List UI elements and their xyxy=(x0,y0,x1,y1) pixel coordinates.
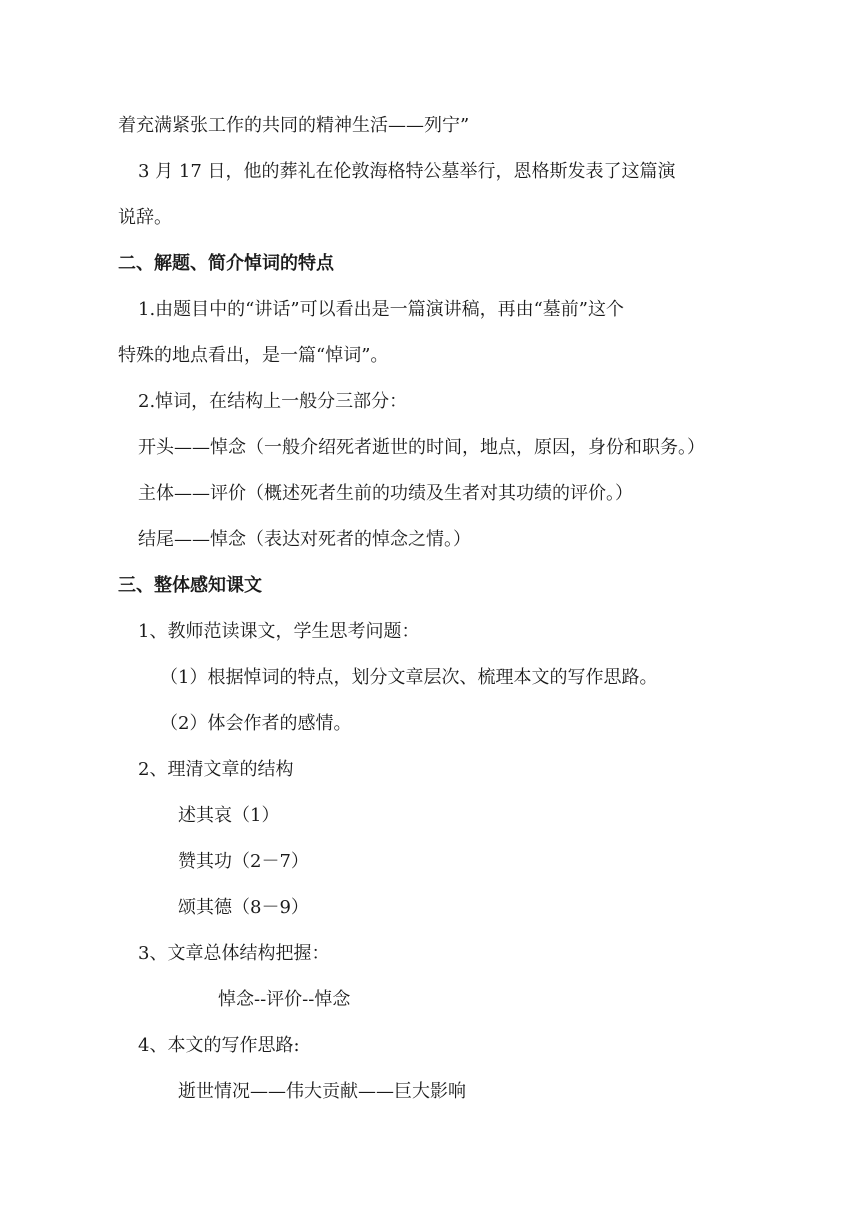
text-line: （1）根据悼词的特点，划分文章层次、梳理本文的写作思路。 xyxy=(160,667,658,688)
text-line: 主体——评价（概述死者生前的功绩及生者对其功绩的评价。） xyxy=(138,483,633,504)
text-line: 颂其德（8－9） xyxy=(178,897,309,918)
text-line: 说辞。 xyxy=(118,207,172,228)
section-heading: 二、解题、简介悼词的特点 xyxy=(118,253,334,274)
text-line: 悼念--评价--悼念 xyxy=(218,989,351,1010)
text-line: 结尾——悼念（表达对死者的悼念之情。） xyxy=(138,529,471,550)
text-line: 逝世情况——伟大贡献——巨大影响 xyxy=(178,1081,466,1102)
text-line: 1.由题目中的“讲话”可以看出是一篇演讲稿，再由“墓前”这个 xyxy=(138,299,624,320)
text-line: 开头——悼念（一般介绍死者逝世的时间，地点，原因，身份和职务。） xyxy=(138,437,705,458)
text-line: 1、教师范读课文，学生思考问题： xyxy=(138,621,420,642)
section-heading: 三、整体感知课文 xyxy=(118,575,262,596)
text-line: 赞其功（2－7） xyxy=(178,851,309,872)
text-line: 2.悼词，在结构上一般分三部分： xyxy=(138,391,408,412)
text-line: 2、理清文章的结构 xyxy=(138,759,294,780)
text-line: 3、文章总体结构把握： xyxy=(138,943,330,964)
text-line: 4、本文的写作思路: xyxy=(138,1035,300,1056)
text-line: 着充满紧张工作的共同的精神生活——列宁” xyxy=(118,115,470,136)
text-line: 3 月 17 日，他的葬礼在伦敦海格特公墓举行，恩格斯发表了这篇演 xyxy=(138,161,676,182)
text-line: 特殊的地点看出，是一篇“悼词”。 xyxy=(118,345,389,366)
text-line: （2）体会作者的感情。 xyxy=(160,713,352,734)
text-line: 述其哀（1） xyxy=(178,805,280,826)
